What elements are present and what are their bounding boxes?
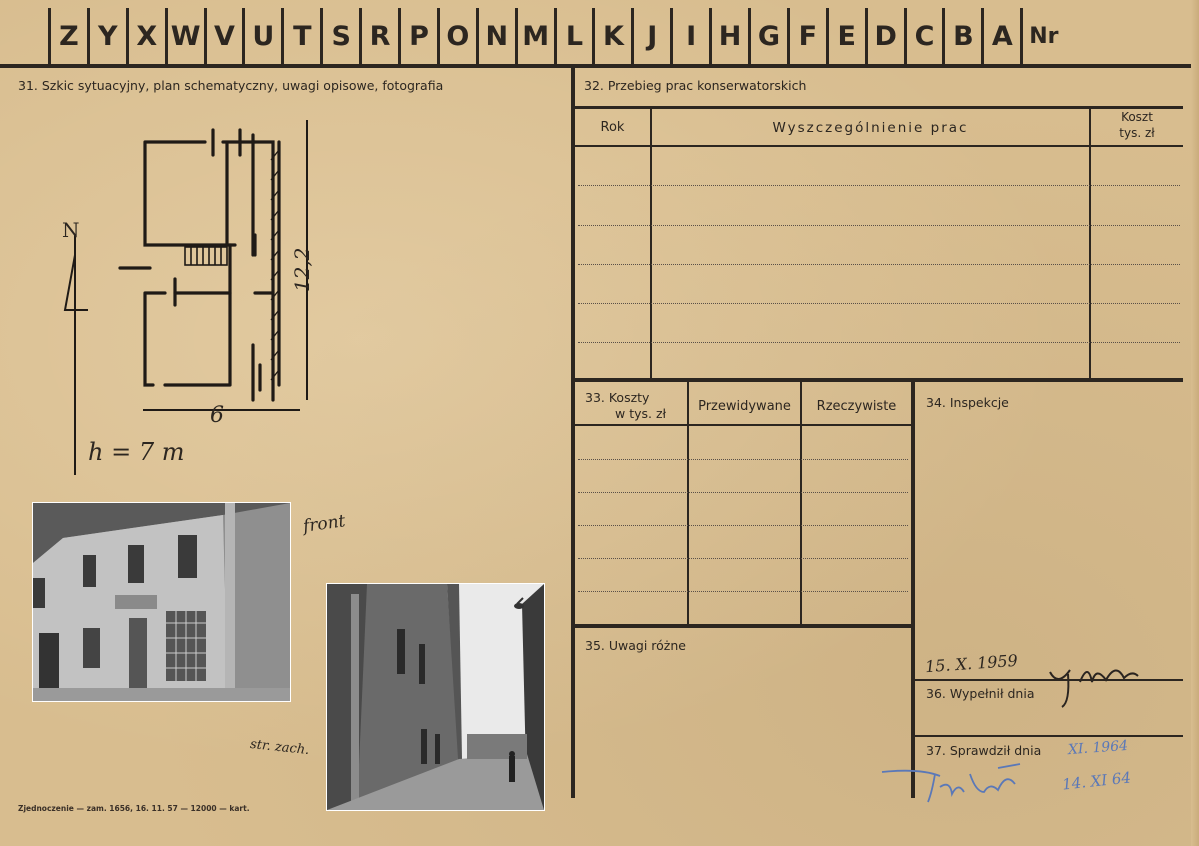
table32-bottom-rule bbox=[575, 378, 1183, 382]
section36-date: 15. X. 1959 bbox=[924, 650, 1019, 677]
letter-cell: U bbox=[242, 8, 281, 64]
table32-row-line bbox=[578, 303, 1180, 304]
section36-signature bbox=[1040, 652, 1140, 712]
letter-cell: S bbox=[320, 8, 359, 64]
section37-signature-date: 14. XI 64 bbox=[1061, 768, 1132, 794]
letter-cell: C bbox=[904, 8, 943, 64]
letter-cell: F bbox=[787, 8, 826, 64]
letter-cell: G bbox=[748, 8, 787, 64]
photo-front-note: front bbox=[301, 511, 347, 537]
printer-footer: Zjednoczenie — zam. 1656, 16. 11. 57 — 12000 — kart. bbox=[18, 804, 250, 813]
letter-cell: E bbox=[826, 8, 865, 64]
floor-plan-sketch bbox=[55, 115, 345, 475]
letter-cell: O bbox=[437, 8, 476, 64]
table32-row-line bbox=[578, 225, 1180, 226]
table33-col-divider bbox=[800, 382, 802, 626]
section37-date: XI. 1964 bbox=[1067, 737, 1129, 759]
table33-header-rule bbox=[575, 424, 911, 426]
table33-col-divider bbox=[687, 382, 689, 626]
section36-label: 36. Wypełnił dnia bbox=[926, 686, 1035, 701]
letter-strip bbox=[48, 8, 1198, 64]
letter-cell: Z bbox=[48, 8, 87, 64]
letter-cell: A bbox=[981, 8, 1020, 64]
section37-rule bbox=[915, 735, 1183, 737]
table33-row-line bbox=[578, 459, 908, 460]
strip-bottom-rule bbox=[0, 64, 1199, 68]
table32-col-divider bbox=[1089, 106, 1091, 380]
letter-cell: X bbox=[126, 8, 165, 64]
north-arrow-label: N bbox=[62, 218, 80, 242]
letter-cell: V bbox=[204, 8, 243, 64]
letter-cell: I bbox=[670, 8, 709, 64]
letter-cell: L bbox=[554, 8, 593, 64]
table33-row-line bbox=[578, 558, 908, 559]
section37-label: 37. Sprawdził dnia bbox=[926, 743, 1042, 758]
letter-cell: P bbox=[398, 8, 437, 64]
table32-col-divider bbox=[650, 106, 652, 380]
sketch-height-note: h = 7 m bbox=[88, 438, 185, 466]
letter-cell-nr: Nr bbox=[1020, 8, 1076, 64]
table33-col-actual: Rzeczywiste bbox=[816, 399, 897, 414]
letter-cell: T bbox=[281, 8, 320, 64]
letter-cell: H bbox=[709, 8, 748, 64]
table32-row-line bbox=[578, 264, 1180, 265]
table33-bottom-rule bbox=[575, 624, 911, 628]
table32-col-cost-unit: tys. zł bbox=[1119, 126, 1155, 140]
table33-row-line bbox=[578, 525, 908, 526]
section35-label: 35. Uwagi różne bbox=[585, 638, 686, 653]
section33-label-unit: w tys. zł bbox=[615, 406, 667, 421]
letter-cell: N bbox=[476, 8, 515, 64]
letter-cell: D bbox=[865, 8, 904, 64]
sketch-length-dimension: 12,2 bbox=[290, 247, 314, 292]
section36-rule bbox=[915, 679, 1183, 681]
letter-cell: W bbox=[165, 8, 204, 64]
letter-cell: M bbox=[515, 8, 554, 64]
letter-cell: Y bbox=[87, 8, 126, 64]
sketch-width-dimension: 6 bbox=[210, 403, 224, 428]
section33-label: 33. Koszty bbox=[585, 390, 650, 405]
table32-col-works: Wyszczególnienie prac bbox=[772, 120, 969, 136]
main-vertical-divider bbox=[571, 68, 575, 798]
table32-row-line bbox=[578, 342, 1180, 343]
table32-header-rule bbox=[575, 145, 1183, 147]
section37-signature bbox=[880, 762, 1030, 807]
section31-label: 31. Szkic sytuacyjny, plan schematyczny, uwagi opisowe, fotografia bbox=[18, 78, 444, 93]
letter-cell: R bbox=[359, 8, 398, 64]
section32-label: 32. Przebieg prac konserwatorskich bbox=[584, 78, 807, 93]
photo-west-side-note: str. zach. bbox=[249, 736, 310, 759]
table33-row-line bbox=[578, 492, 908, 493]
table32-top-rule bbox=[575, 106, 1183, 109]
letter-cell: J bbox=[631, 8, 670, 64]
table33-row-line bbox=[578, 591, 908, 592]
table32-row-line bbox=[578, 185, 1180, 186]
letter-cell: K bbox=[592, 8, 631, 64]
section34-label: 34. Inspekcje bbox=[926, 395, 1009, 410]
photo-west-side bbox=[326, 583, 545, 811]
letter-cell: B bbox=[942, 8, 981, 64]
scan-edge bbox=[1191, 0, 1199, 846]
table33-col-planned: Przewidywane bbox=[698, 399, 791, 414]
photo-front-facade bbox=[32, 502, 291, 702]
table32-col-year: Rok bbox=[600, 120, 625, 135]
table32-col-cost: Koszt bbox=[1121, 110, 1153, 124]
